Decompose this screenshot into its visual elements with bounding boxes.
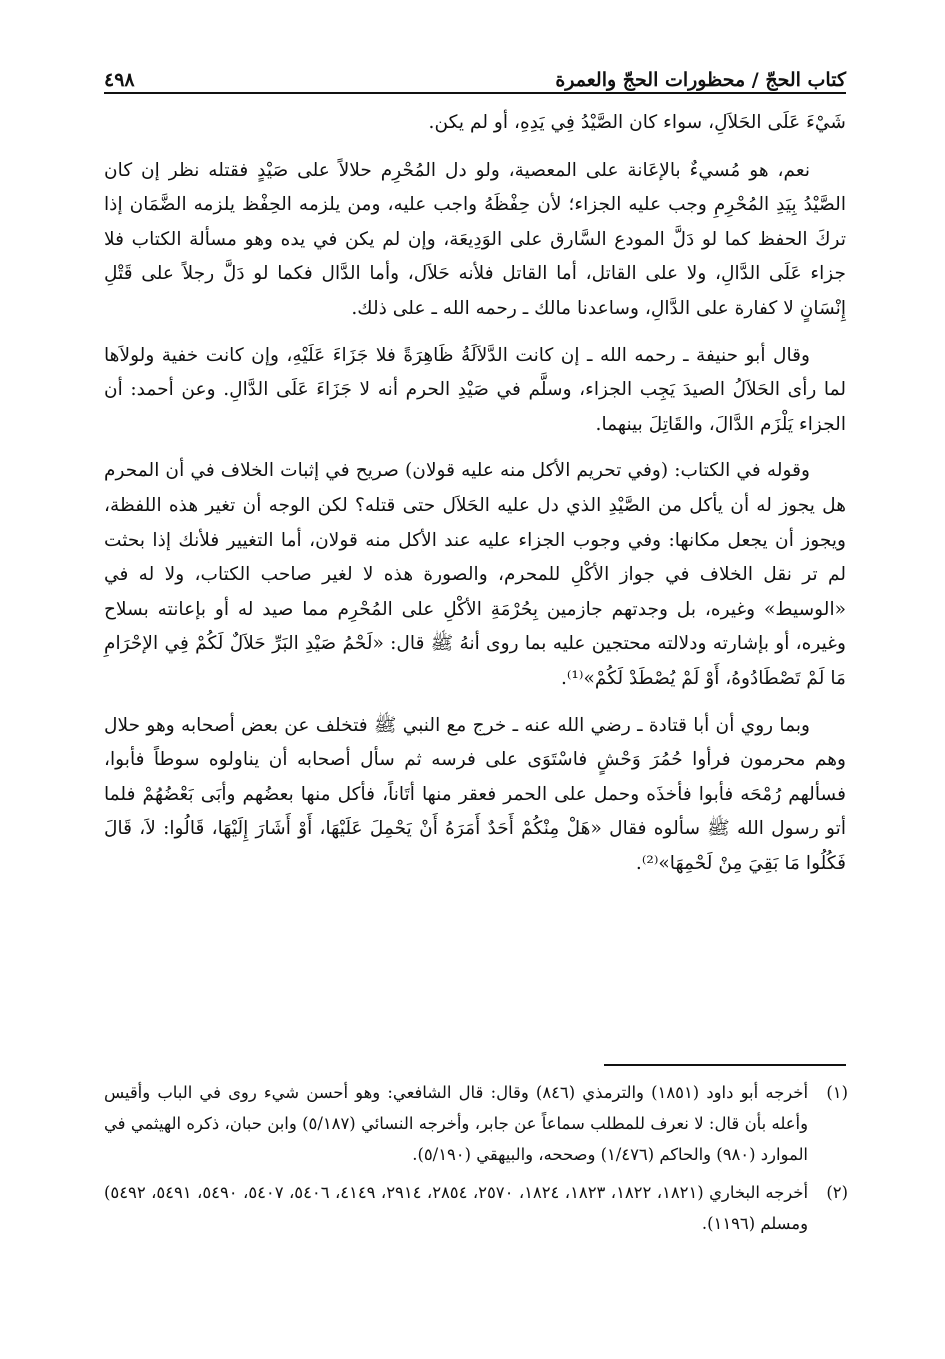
footnote	[104, 1178, 848, 1240]
footnote-number: (٢)	[826, 1183, 848, 1203]
footnote-divider	[604, 1064, 846, 1066]
paragraph: شَيْءَ عَلَى الحَلاَلِ، سواء كان الصَّيْدُ فِي يَدِهِ، أو لم يكن.	[428, 112, 846, 133]
paragraph: وبما روي أن أبا قتادة ـ رضي الله عنه ـ خرج مع النبي ﷺ فتخلف عن بعض أصحابه وهو حلال وهم محرمون فرأوا حُمُرَ وَحْشٍ فاسْتَوَى على فرسه ثم سأل أصحابه أن يناولوه سوطاً فأبوا، فسألهم رُمْحَه فأبوا فأخذَه وحمل على الحمر فعقر منها أتَاناً، فأكل منها بعضُهم وأبَى بَعْضُهُمْ فلما أتو رسول الله ﷺ سألوه فقال «هَلْ مِنْكُمْ أَحَدٌ أَمَرَهُ أَنْ يَحْمِلَ عَلَيْهَا، أَوْ أَشَارَ إِلَيْهَا، قَالُوا: لاَ، قَالَ فَكُلُوا مَا بَقِيَ مِنْ لَحْمِهَا»⁽²⁾.	[104, 714, 846, 874]
page-header	[104, 58, 846, 92]
page-number: ٤٩٨	[104, 69, 135, 91]
footnote-text: أخرجه البخاري (١٨٢١، ١٨٢٢، ١٨٢٣، ١٨٢٤، ٢٥٧٠، ٢٨٥٤، ٢٩١٤، ٤١٤٩، ٥٤٠٦، ٥٤٠٧، ٥٤٩٠، ٥٤٩١، ٥٤٩٢) ومسلم (١١٩٦).	[104, 1183, 808, 1234]
paragraph: نعم، هو مُسيءٌ بالإعَانة على المعصية، ولو دل المُحْرِم حلالاً على صَيْدٍ فقتله نظر إن كان الصَّيْدُ بِيَدِ المُحْرِمِ وجب عليه الجزاء؛ لأن حِفْظَهُ واجب عليه، ومن يلزمه الحِفْظ يلزمه الضَّمَان إذا تركَ الحفظ كما لو دَلَّ المودع السَّارق على الوَدِيعَة، وإن لم يكن في يده وهو مسألة الكتاب فلا جزاء عَلَى الدَّالِ، ولا على القاتل، أما القاتل فلأنه حَلاَل، وأما الدَّال فكما لو دَلَّ رجلاً على قَتْلِ إِنْسَانٍ لا كفارة على الدَّالِ، وساعدنا مالك ـ رحمه الله ـ على ذلك.	[104, 159, 846, 319]
paragraph: وقوله في الكتاب: (وفي تحريم الأكل منه عليه قولان) صريح في إثبات الخلاف في أن المحرم هل يجوز له أن يأكل من الصَّيْدِ الذي دل عليه الحَلاَل حتى قتله؟ لكن الوجه أن تغير هذه اللفظة، ويجوز أن يجعل مكانها: وفي وجوب الجزاء عليه عند الأكل منه قولان، أما التغيير فلأنك إذا بحثت لم تر نقل الخلاف في جواز الأكْلِ للمحرم، والصورة هذه لا لغير صاحب الكتاب، ولا له في «الوسيط» وغيره، بل وجدتهم جازمين بِحُرْمَةِ الأكْلِ على المُحْرِم مما صيد له أو بإعانته بسلاح وغيره، أو بإشارته ودلالته محتجين عليه بما روى أنهُ ﷺ قال: «لَحْمُ صَيْدِ البَرِّ حَلاَلٌ لَكُمْ فِي الإحْرَامِ مَا لَمْ تَصْطَادُوهُ، أَوْ لَمْ يُصْطَدْ لَكُمْ»⁽¹⁾.	[104, 460, 846, 689]
paragraph: وقال أبو حنيفة ـ رحمه الله ـ إن كانت الدَّلاَلَةُ ظَاهِرَةً فلا جَزَاءَ عَلَيْهِ، وإن كانت خفية ولولاَها لما رأى الحَلاَلُ الصيدَ يَجِب الجزاء، وسلَّم في صَيْدِ الحرم أنه لا جَزَاءَ عَلَى الدَّالِ. وعن أحمد: أن الجزاء يَلْزَم الدَّالَ، والقَاتِلَ بينهما.	[104, 344, 846, 435]
footnote-number: (١)	[826, 1083, 848, 1102]
footnote-text: أخرجه أبو داود (١٨٥١) والترمذي (٨٤٦) وقال: قال الشافعي: وهو أحسن شيء روى في الباب وأقيس وأعله بأن قال: لا نعرف للمطلب سماعاً عن جابر، وأخرجه النسائي (٥/١٨٧) وابن حبان، ذكره الهيثمي في الموارد (٩٨٠) والحاكم (١/٤٧٦) وصححه، والبيهقي (٥/١٩٠).	[104, 1083, 809, 1164]
main-text	[104, 106, 846, 881]
running-title: كتاب الحجّ / محظورات الحجّ والعمرة	[555, 69, 846, 91]
footnotes	[104, 1078, 848, 1248]
footnote	[104, 1078, 848, 1170]
header-divider	[104, 92, 846, 94]
